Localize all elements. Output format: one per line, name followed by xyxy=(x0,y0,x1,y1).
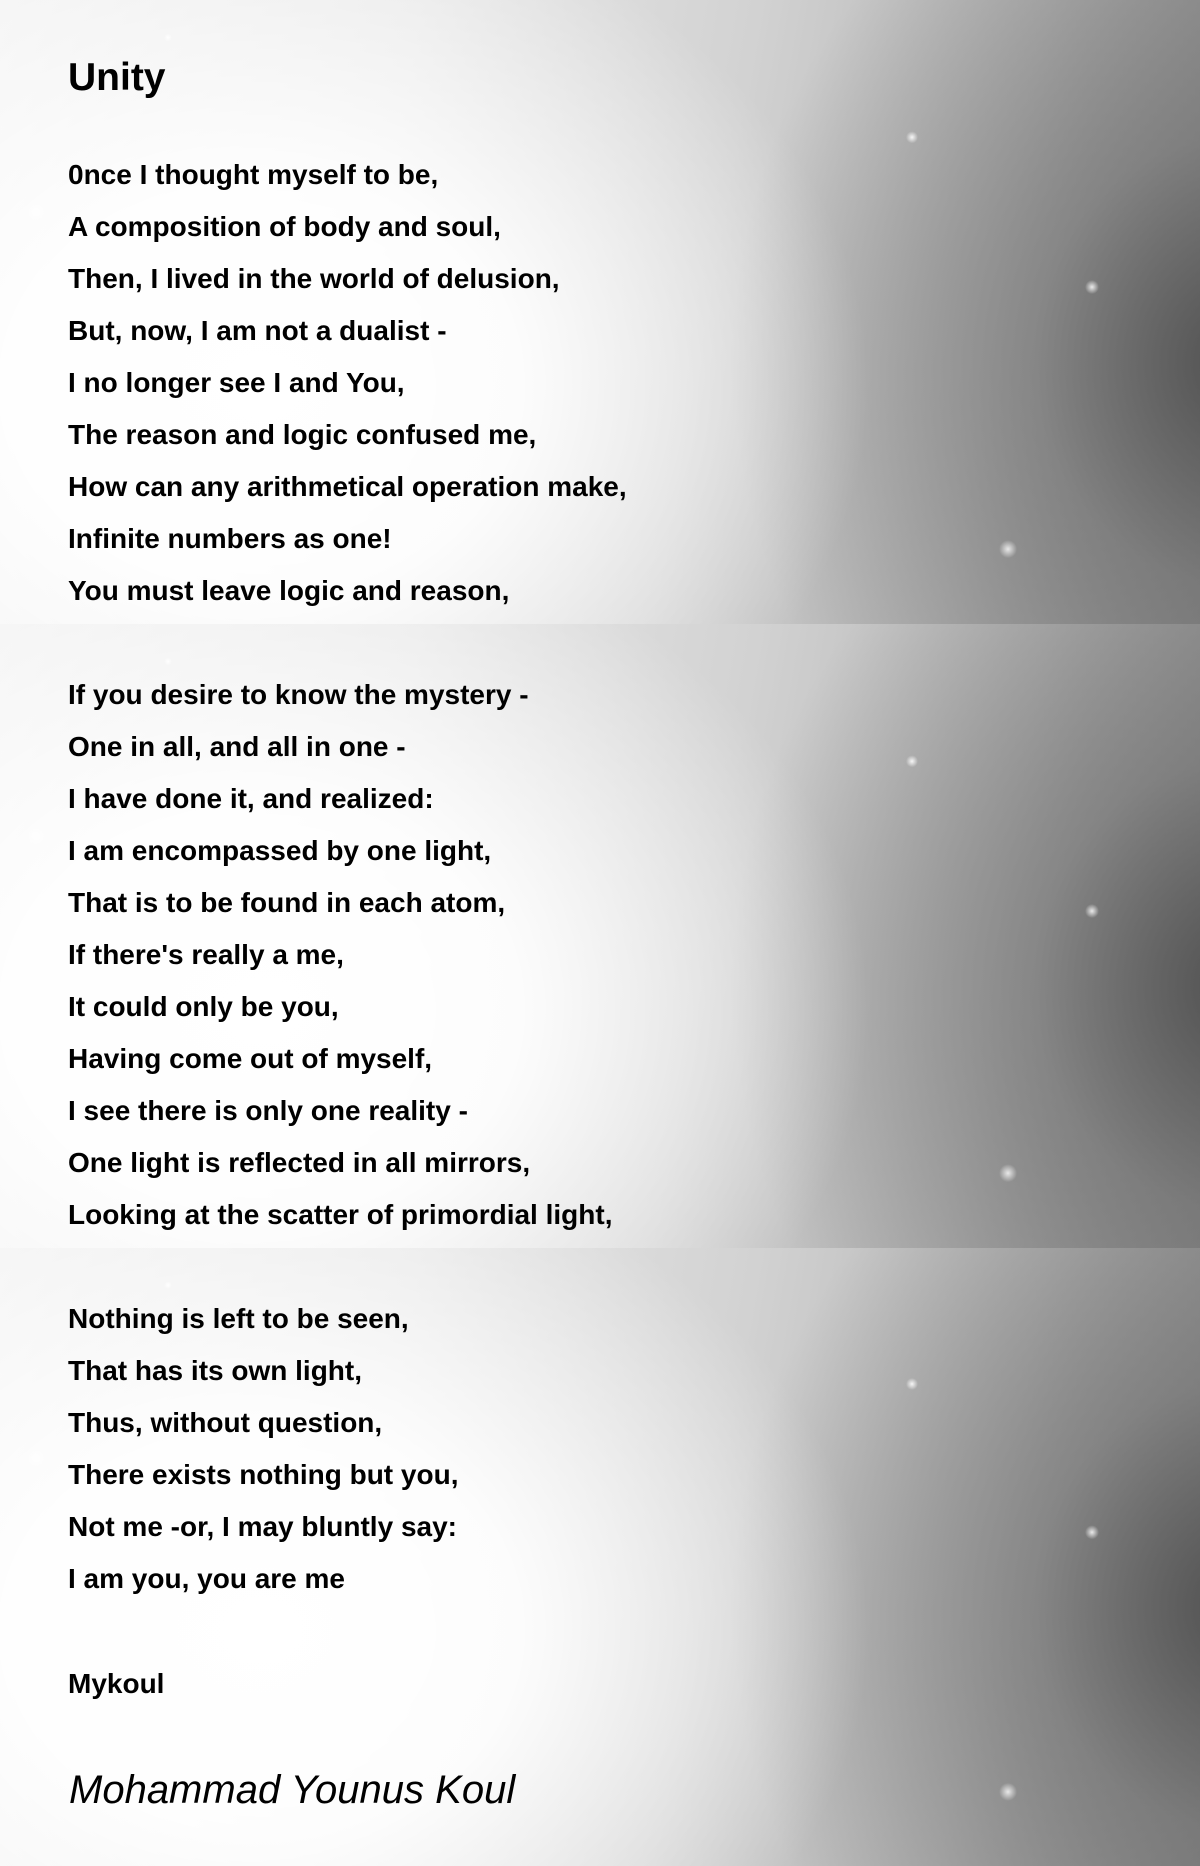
poem-line: It could only be you, xyxy=(68,991,339,1022)
poem-line: I am encompassed by one light, xyxy=(68,835,492,866)
poem-line: But, now, I am not a dualist - xyxy=(68,315,447,346)
poet-name: Mohammad Younus Koul xyxy=(69,1768,516,1812)
poem-line: One in all, and all in one - xyxy=(68,731,406,762)
poem-line: I see there is only one reality - xyxy=(68,1095,468,1126)
poem-line: Having come out of myself, xyxy=(68,1043,433,1074)
poem-line: I have done it, and realized: xyxy=(68,783,434,814)
poem-line: 0nce I thought myself to be, xyxy=(68,159,439,190)
poem-line: How can any arithmetical operation make, xyxy=(68,471,627,502)
poem-line: Thus, without question, xyxy=(68,1407,383,1438)
poem-line: You must leave logic and reason, xyxy=(68,575,510,606)
poem-line: Looking at the scatter of primordial light, xyxy=(68,1199,613,1230)
poem-line: Not me -or, I may bluntly say: xyxy=(68,1511,457,1542)
poem-line: I am you, you are me xyxy=(68,1563,345,1594)
poem-line: One light is reflected in all mirrors, xyxy=(68,1147,531,1178)
stanza-2 xyxy=(68,669,612,1241)
stanza-3 xyxy=(68,1293,458,1605)
poet-pen-name: Mykoul xyxy=(68,1668,165,1699)
poem-line: That has its own light, xyxy=(68,1355,362,1386)
poem-line: There exists nothing but you, xyxy=(68,1459,459,1490)
poem-line: Then, I lived in the world of delusion, xyxy=(68,263,560,294)
poem-line: If there's really a me, xyxy=(68,939,344,970)
poem-line: Infinite numbers as one! xyxy=(68,523,392,554)
poem-line: I no longer see I and You, xyxy=(68,367,405,398)
poem-line: If you desire to know the mystery - xyxy=(68,679,529,710)
poem-title: Unity xyxy=(68,56,166,99)
poem-line: The reason and logic confused me, xyxy=(68,419,537,450)
poem-line: That is to be found in each atom, xyxy=(68,887,506,918)
poem-line: Nothing is left to be seen, xyxy=(68,1303,409,1334)
poem-line: A composition of body and soul, xyxy=(68,211,501,242)
stanza-1 xyxy=(68,149,627,617)
